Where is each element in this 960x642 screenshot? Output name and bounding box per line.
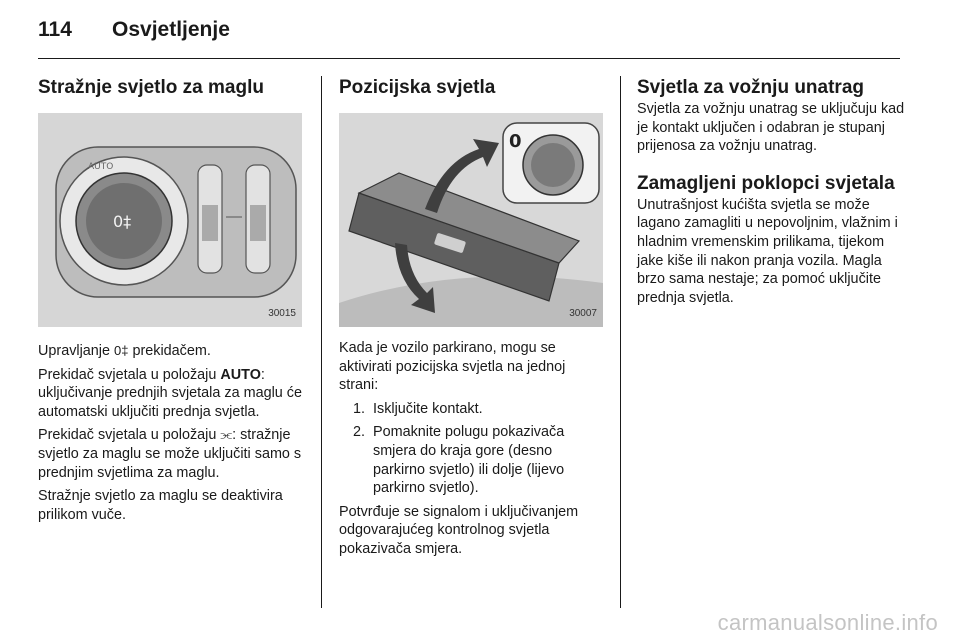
parking-lights-heading: Pozicijska svjetla (339, 77, 496, 98)
parking-step-1: 1. Isključite kontakt. (369, 400, 605, 419)
rear-fog-heading: Stražnje svjetlo za maglu (38, 77, 264, 98)
figure-code-30007: 30007 (569, 308, 597, 320)
misted-covers-text: Unutrašnjost kućišta svjetla se može lagano zamagliti u nepovoljnim, vlažnim i hladnim vremenskim prilikama, tijekom jake kiše ili nakon pranja vozila. Magla brzo sama nestaje; za pomoć uključite prednja svjetla. (637, 196, 898, 306)
misted-covers-heading: Zamagljeni poklopci svjetala (637, 172, 895, 194)
indicator-stalk-figure (339, 113, 603, 327)
rear-fog-p2: Prekidač svjetala u položaju AUTO: uključivanje prednjih svjetala za maglu će automatski uključiti prednja svjetla. (38, 366, 302, 420)
reversing-lights-heading: Svjetla za vožnju unatrag (637, 77, 864, 98)
page-number: 114 (38, 18, 72, 41)
parking-steps (339, 400, 605, 498)
column-divider-2 (620, 76, 621, 608)
header-rule (38, 58, 900, 59)
svg-text:0‡: 0‡ (113, 212, 132, 231)
sidelight-icon: ⫘ (220, 427, 233, 443)
rear-fog-p1: Upravljanje 0‡ prekidačem. (38, 343, 211, 359)
reversing-lights-text: Svjetla za vožnju unatrag se uključuju kad je kontakt uključen i odabran je stupanj prijenosa za vožnju unatrag. (637, 101, 905, 155)
light-switch-figure (38, 113, 302, 327)
column-parking-lights (339, 76, 605, 564)
watermark: carmanualsonline.info (717, 610, 938, 635)
parking-outro: Potvrđuje se signalom i uključivanjem odgovarajućeg kontrolnog svjetla pokazivača smjera. (339, 503, 579, 557)
figure-code-30015: 30015 (268, 308, 296, 320)
column-reversing-lights (637, 76, 907, 312)
rear-fog-light-icon: 0‡ (114, 343, 129, 358)
parking-step-2: 2. Pomaknite polugu pokazivača smjera do kraja gore (desno parkirno svjetlo) ili dolje (lijevo parkirno svjetlo). (369, 423, 605, 497)
rear-fog-p4: Stražnje svjetlo za maglu se deaktivira prilikom vuče. (38, 488, 283, 523)
rear-fog-p3: Prekidač svjetala u položaju ⫘: stražnje svjetlo za maglu se može uključiti samo s prednjim svjetlima za maglu. (38, 427, 302, 481)
section-title: Osvjetljenje (112, 18, 230, 41)
svg-text:AUTO: AUTO (88, 162, 114, 172)
indicator-stalk-illustration (339, 113, 603, 327)
parking-intro: Kada je vozilo parkirano, mogu se aktivirati pozicijska svjetla na jednoj strani: (339, 340, 566, 394)
column-rear-fog (38, 76, 306, 529)
auto-label: AUTO (220, 366, 261, 383)
light-switch-illustration (38, 113, 302, 327)
svg-text:0: 0 (509, 131, 522, 152)
column-divider-1 (321, 76, 322, 608)
